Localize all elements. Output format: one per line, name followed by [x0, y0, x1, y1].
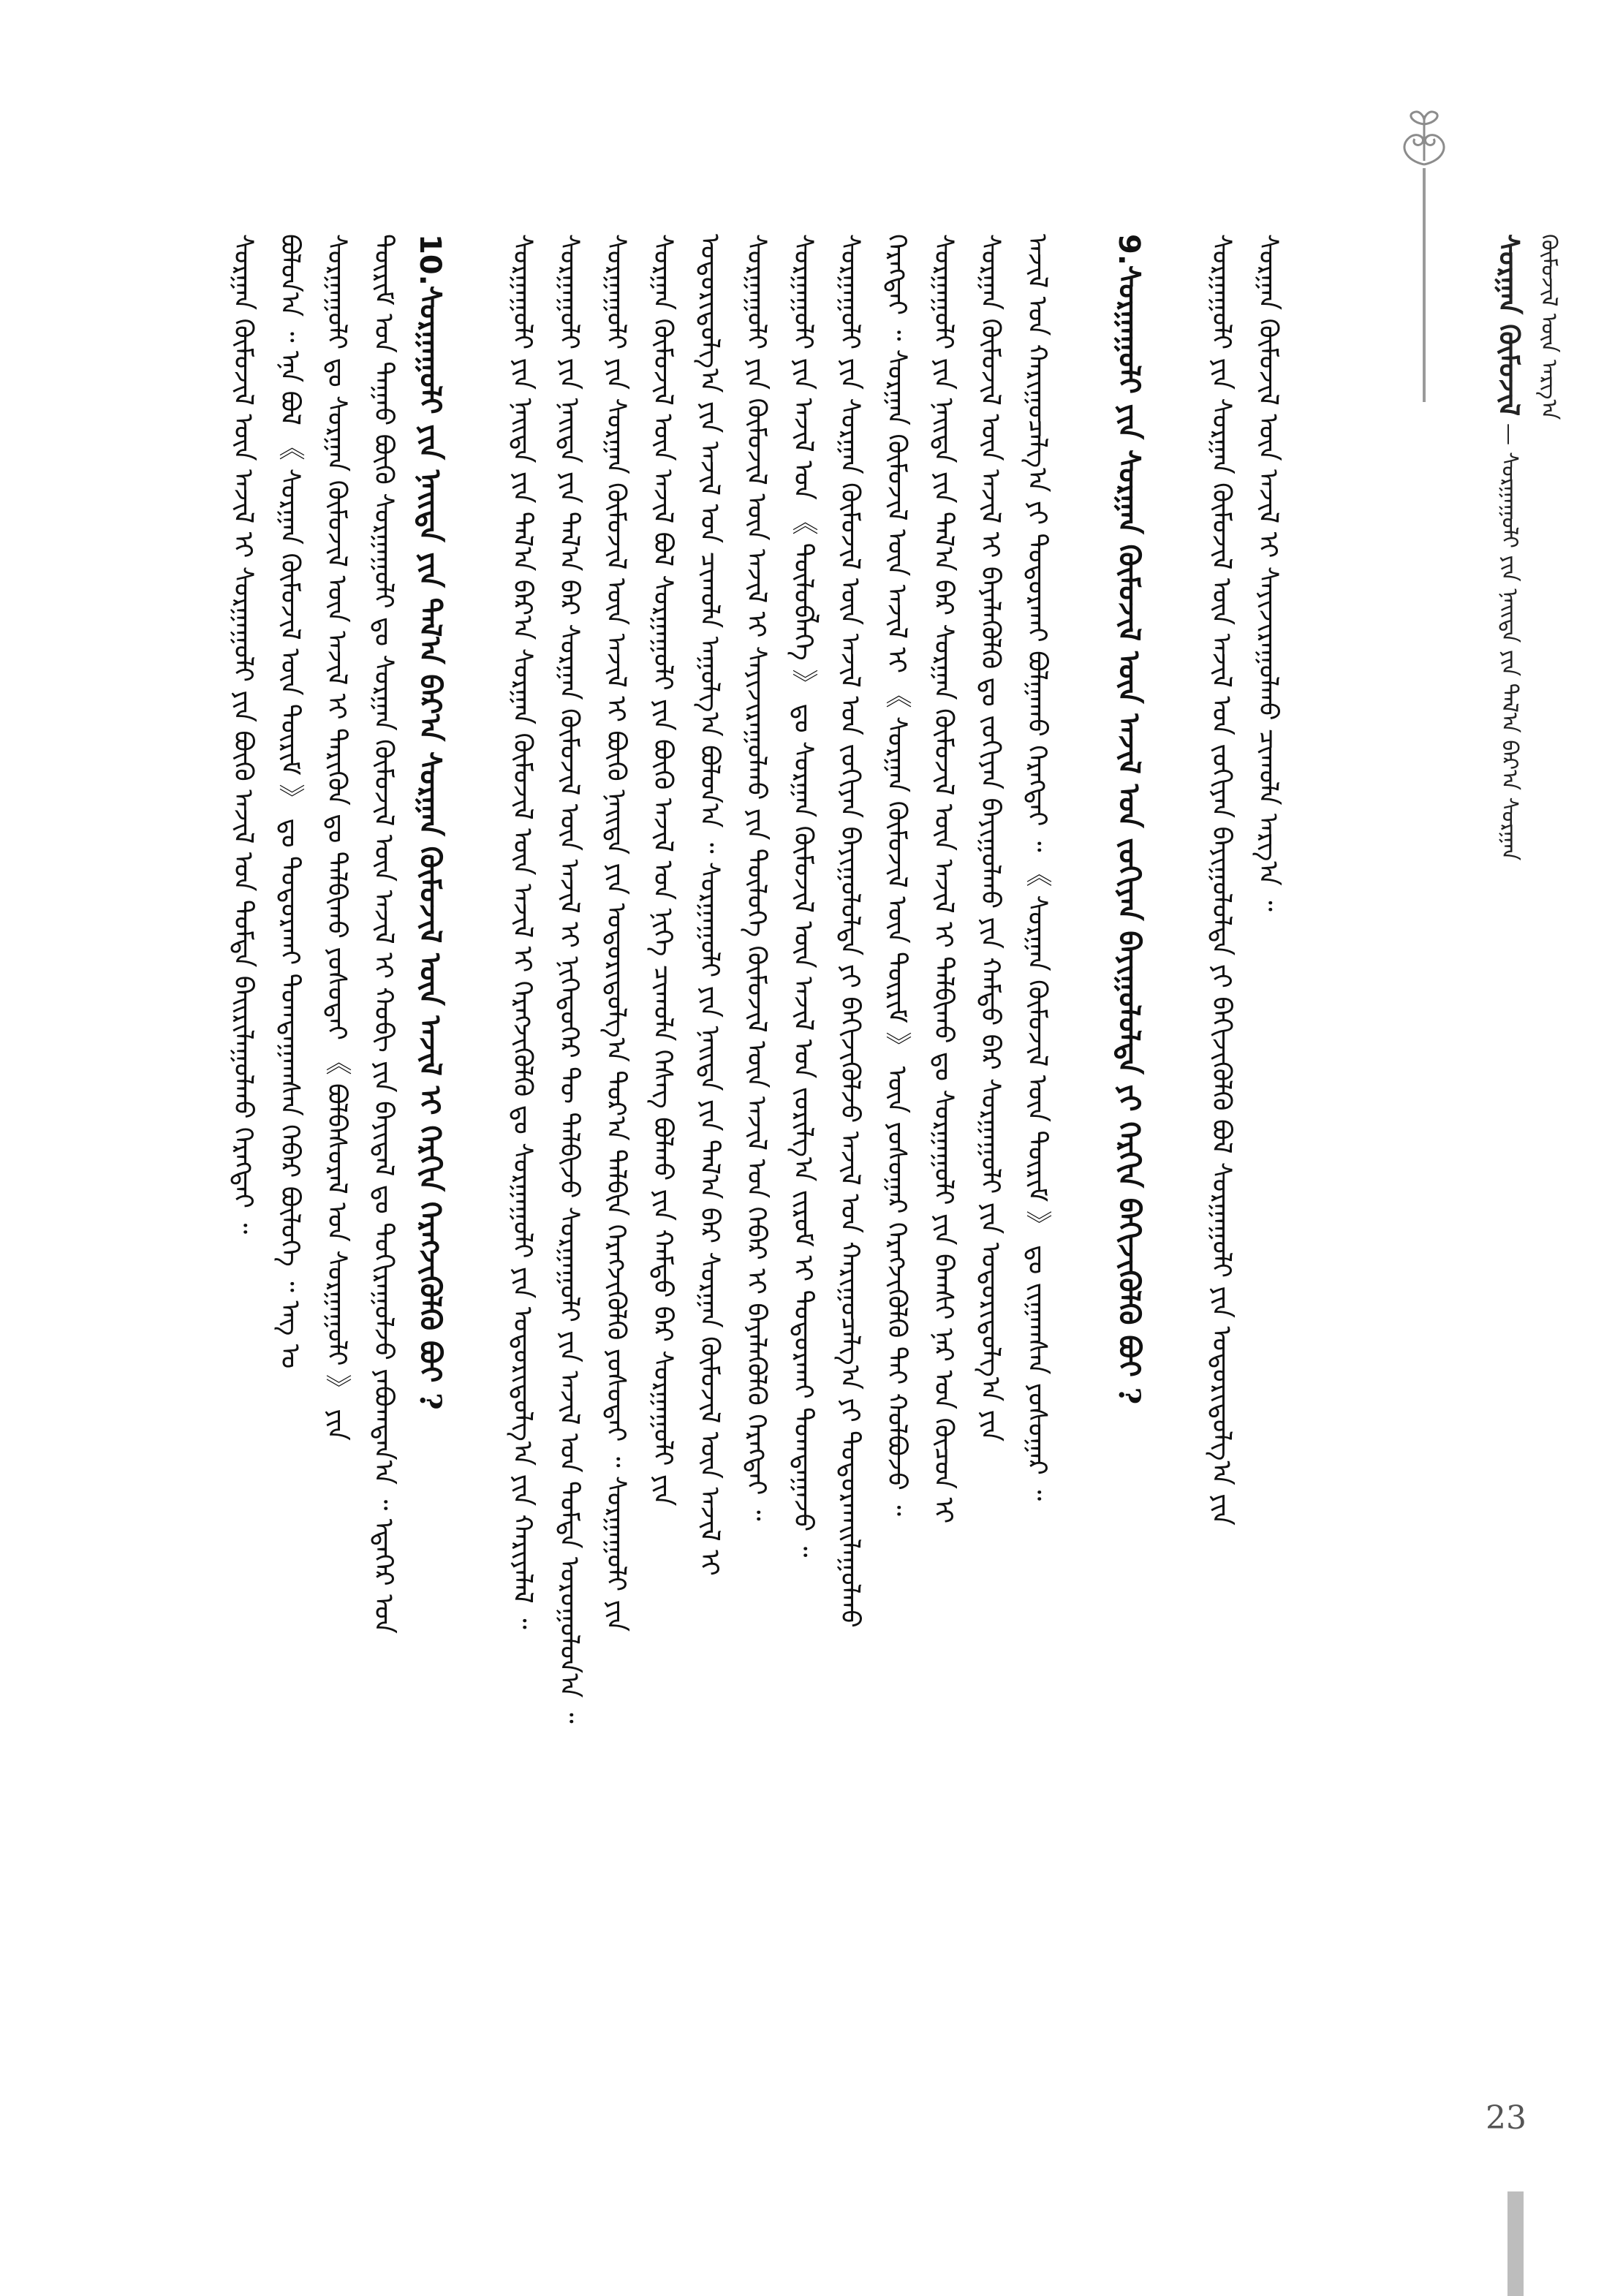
text-column [266, 234, 313, 2032]
text-column [1013, 234, 1060, 2032]
column-text: ᠰᠤᠷᠭᠠᠭᠤᠯᠢ ᠶᠢᠨ ᠠᠵᠢᠯ ᠤᠨ 《 ᠲᠥᠯᠥᠪᠯᠡᠭᠡ 》 ᠳᠤ ᠰᠤᠷᠭᠠᠨ ᠬᠦᠮᠦᠵᠢᠯ ᠦᠨ ᠠᠵᠢᠯ ᠤᠨ ᠵᠣᠷᠢᠯᠭ᠎ᠠ ᠵᠢᠷᠤᠮ ᠢ ᠲᠣᠳᠣᠷᠬᠠᠢ ᠲᠣᠭᠲᠠᠭᠠᠵᠤ ᠃ [788, 234, 818, 1558]
text-column [499, 234, 545, 2032]
column-text: ᠰᠤᠷᠭᠠᠭᠤᠯᠢ ᠶᠢᠨ ᠰᠤᠷᠭᠠᠨ ᠬᠦᠮᠦᠵᠢᠯ ᠦᠨ ᠠᠵᠢᠯ ᠤᠨ ᠵᠣᠬᠢᠶᠠᠨ ᠪᠠᠶᠢᠭᠤᠯᠤᠯᠲᠠ ᠶᠢ ᠪᠡᠬᠢᠵᠢᠭᠦᠯᠵᠦ ᠠᠵᠢᠯ ᠤᠨ ᠬᠠᠷᠢᠭᠤᠴᠠᠯᠭ᠎ᠠ ᠶᠢ ᠲᠣᠳᠣᠷᠬᠠᠢᠯᠠᠭᠤᠯᠬᠤ [835, 234, 865, 1628]
text-column [686, 234, 733, 2032]
ornament-flourish-icon [1391, 110, 1457, 168]
text-column [873, 234, 920, 2032]
running-header-separator: — [1497, 423, 1522, 445]
column-text: ᠰᠤᠷᠭᠠᠨ ᠬᠦᠮᠦᠵᠢᠯ ᠦᠨ ᠠᠵᠢᠯ ᠢ ᠪᠡᠶᠡᠯᠡᠭᠦᠯᠬᠦ ᠳᠤ ᠵᠣᠬᠢᠶᠠᠨ ᠪᠠᠶᠢᠭᠤᠯᠬᠤ ᠶᠢᠨ ᠬᠠᠮᠲᠤ ᠪᠡᠷ ᠰᠤᠷᠭᠠᠭᠤᠯᠢ ᠶᠢᠨ ᠤᠳᠤᠷᠢᠳᠤᠯᠭ᠎ᠠ ᠶᠢᠨ [975, 234, 1005, 1442]
column-text: ᠰᠤᠷᠭᠠᠨ ᠬᠦᠮᠦᠵᠢᠯ ᠦᠨ ᠠᠵᠢᠯ ᠢ ᠰᠤᠷᠭᠠᠭᠤᠯᠢ ᠶᠢᠨ ᠪᠦᠬᠦ ᠠᠵᠢᠯ ᠤᠨ ᠳᠤᠮᠳᠠ ᠪᠠᠢᠷᠢᠯᠠᠭᠤᠯᠬᠤ ᠬᠡᠷᠡᠭᠲᠡᠢ ᠃ [228, 234, 258, 1235]
column-text: ᠪᠣᠯᠤᠨ᠎ᠠ ᠃ ᠡᠨᠡ ᠪᠣᠯ 《 ᠰᠤᠷᠭᠠᠨ ᠬᠦᠮᠦᠵᠢᠯ ᠦᠨ ᠳᠦᠷᠢᠮ 》 ᠳᠤ ᠲᠣᠳᠣᠷᠬᠠᠢ ᠲᠣᠭᠲᠠᠭᠠᠭᠰᠠᠨ ᠬᠡᠪᠡᠷ ᠪᠦᠯᠦᠭᠡ ᠃ ᠡᠩ ᠤ [275, 234, 305, 1369]
column-text: ᠳᠦᠷᠢᠮ ᠤᠨ ᠳᠠᠭᠠᠤ ᠪᠦᠬᠦ ᠰᠤᠷᠭᠠᠭᠤᠯᠢ ᠳᠤ ᠰᠤᠷᠭᠠᠨ ᠬᠦᠮᠦᠵᠢᠯ ᠦᠨ ᠠᠵᠢᠯ ᠢ ᠬᠤᠪᠢ ᠶᠢᠨ ᠪᠠᠶᠢᠳᠠᠯ ᠳᠤ ᠲᠣᠬᠢᠷᠠᠭᠤᠯᠵᠤ ᠶᠠᠪᠤᠭᠳᠠᠨ᠎ᠠ ᠃ ᠡᠳᠡᠭᠡᠷ ᠤᠨ [368, 234, 398, 1634]
column-text: ᠰᠤᠷᠭᠠᠭᠤᠯᠢ ᠶᠢᠨ ᠨᠡᠢᠲᠡ ᠶᠢᠨ ᠲᠠᠯ᠎ᠠ ᠪᠠᠷ ᠰᠤᠷᠭᠠᠨ ᠬᠦᠮᠦᠵᠢᠯ ᠦᠨ ᠠᠵᠢᠯ ᠢ ᠲᠠᠯᠪᠢᠬᠤ ᠳᠤ ᠰᠤᠷᠭᠠᠭᠤᠯᠢ ᠶᠢᠨ ᠪᠠᠭᠰᠢ ᠨᠠᠷ ᠤᠨ ᠬᠦᠴᠦᠨ ᠢ [928, 234, 958, 1524]
text-column [1198, 234, 1244, 2032]
column-text: ᠰᠤᠷᠭᠠᠭᠤᠯᠢ ᠶᠢᠨ ᠬᠦᠮᠦᠵᠢᠯ ᠦᠨ ᠠᠵᠢᠯ ᠢ ᠰᠠᠶᠢᠵᠢᠷᠠᠭᠤᠯᠬᠤ ᠶᠢᠨ ᠲᠥᠯᠥᠭᠡ ᠬᠦᠮᠦᠵᠢᠯ ᠦᠨ ᠠᠵᠢᠯ ᠤᠨ ᠬᠡᠪᠡᠷ ᠢ ᠪᠡᠶᠡᠯᠡᠭᠦᠯᠬᠦ ᠬᠡᠷᠡᠭᠲᠡᠢ ᠃ [741, 234, 771, 1521]
column-text: ᠰᠤᠷᠭᠠᠨ ᠬᠦᠮᠦᠵᠢᠯ ᠦᠨ ᠠᠵᠢᠯ ᠢ ᠰᠠᠶᠢᠵᠢᠷᠠᠭᠤᠯᠬᠤ ᠴᠢᠬᠤᠯᠠ ᠠᠷᠭ᠎ᠠ ᠃ [1253, 234, 1283, 912]
text-column [360, 234, 406, 2032]
text-column [592, 234, 639, 2032]
text-column [920, 234, 966, 2032]
column-text: ᠬᠡᠷᠡᠭᠲᠡᠢ ᠃ ᠰᠤᠷᠭᠠᠨ ᠬᠦᠮᠦᠵᠢᠯ ᠦᠨ ᠠᠵᠢᠯ ᠢ 《 ᠰᠤᠷᠭᠠᠨ ᠬᠦᠮᠦᠵᠢᠯ ᠦᠨ ᠳᠦᠷᠢᠮ 》 ᠦᠨ ᠶᠣᠰᠣᠭᠠᠷ ᠬᠡᠷᠡᠭᠵᠢᠭᠦᠯᠬᠦ ᠲᠠᠢ ᠬᠣᠯᠪᠣᠵᠤ ᠃ [882, 234, 912, 1516]
page-number: 23 [1486, 2099, 1526, 2137]
column-text: ᠰᠤᠷᠭᠠᠭᠤᠯᠢ ᠶᠢᠨ ᠰᠤᠷᠭᠠᠨ ᠬᠦᠮᠦᠵᠢᠯ ᠦᠨ ᠠᠵᠢᠯ ᠤᠨ ᠵᠣᠬᠢᠶᠠᠨ ᠪᠠᠶᠢᠭᠤᠯᠤᠯᠲᠠ ᠶᠢ ᠬᠡᠷᠬᠢᠨ ᠪᠡᠬᠢᠵᠢᠭᠦᠯᠬᠦ ᠪᠤᠢ ? [1112, 265, 1146, 1405]
question-number: 10. [413, 234, 447, 286]
question-heading [1105, 234, 1152, 2032]
body-text [219, 234, 1448, 2032]
column-text: ᠰᠤᠷᠭᠠᠭᠤᠯᠢ ᠳᠤ ᠰᠤᠷᠭᠠᠨ ᠬᠦᠮᠦᠵᠢᠯ ᠦᠨ ᠠᠵᠢᠯ ᠢ ᠲᠡᠷᠢᠭᠦᠨ ᠳᠤ ᠲᠠᠯᠪᠢᠬᠤ ᠶᠣᠰᠣᠲᠠᠢ 《 ᠪᠣᠯᠪᠠᠰᠤᠷᠠᠯ ᠤᠨ ᠰᠤᠷᠭᠠᠭᠤᠯᠢ 》 ᠶᠢᠨ [322, 234, 352, 1441]
column-text: ᠰᠤᠷᠭᠠᠭᠤᠯᠢ ᠶᠢᠨ ᠨᠡᠢᠲᠡ ᠶᠢᠨ ᠲᠠᠯ᠎ᠠ ᠪᠠᠷ ᠰᠤᠷᠭᠠᠨ ᠬᠦᠮᠦᠵᠢᠯ ᠦᠨ ᠠᠵᠢᠯ ᠢ ᠨᠢᠭᠡᠳᠦᠭᠡᠷ ᠲᠦ ᠲᠠᠯᠪᠢᠵᠤ ᠰᠤᠷᠭᠠᠭᠤᠯᠢ ᠶᠢᠨ ᠠᠵᠢᠯ ᠤᠨ ᠳᠤᠮᠳᠠ ᠣᠷᠣᠭᠤᠯᠤᠨ᠎ᠠ ᠃ [554, 234, 584, 1724]
column-text: ᠠᠵᠢᠯ ᠤᠨ ᠬᠠᠷᠢᠭᠤᠴᠠᠯᠭ᠎ᠠ ᠶᠢ ᠲᠣᠳᠣᠷᠬᠠᠢ ᠪᠣᠯᠭᠠᠬᠤ ᠬᠡᠷᠡᠭᠲᠡᠢ ᠃ 《 ᠰᠤᠷᠭᠠᠨ ᠬᠦᠮᠦᠵᠢᠯ ᠦᠨ ᠳᠦᠷᠢᠮ 》 ᠳᠤ ᠵᠢᠭᠠᠭᠰᠠᠨ ᠶᠣᠰᠣᠭᠠᠷ ᠃ [1022, 234, 1052, 1501]
running-header-text: ᠰᠤᠷᠭᠠᠭᠤᠯᠢ ᠶᠢᠨ ᠨᠡᠢᠲᠡ ᠶᠢᠨ ᠲᠠᠯ᠎ᠠ ᠪᠠᠷ᠎ᠠ ᠰᠤᠷᠭᠠᠨ ᠬᠦᠮᠦᠵᠢᠯ ᠦᠨ ᠠᠷᠭ᠎ᠠ [1497, 234, 1562, 861]
column-text: ᠰᠤᠷᠭᠠᠭᠤᠯᠢ ᠶᠢᠨ ᠨᠡᠢᠲᠡ ᠶᠢᠨ ᠲᠠᠯ᠎ᠠ ᠪᠠᠷ᠎ᠠ ᠰᠤᠷᠭᠠᠨ ᠬᠦᠮᠦᠵᠢᠯ ᠦᠨ ᠠᠵᠢᠯ ᠢ ᠬᠡᠷᠡᠭᠵᠢᠭᠦᠯᠬᠦ ᠳᠤ ᠰᠤᠷᠭᠠᠭᠤᠯᠢ ᠶᠢᠨ ᠤᠳᠤᠷᠢᠳᠤᠯᠭ᠎ᠠ ᠶᠢᠨ ᠬᠠᠷᠢᠶᠠᠯᠠᠯ ᠃ [507, 234, 537, 1629]
text-column [966, 234, 1013, 2032]
question-number: 9. [1112, 234, 1146, 266]
page-edge-tab [1507, 2191, 1524, 2296]
column-text: ᠤᠳᠤᠷᠢᠳᠤᠯᠭ᠎ᠠ ᠶᠢᠨ ᠠᠵᠢᠯ ᠤᠨ ᠴᠢᠬᠤᠯᠠ ᠠᠭᠤᠯᠭ᠎ᠠ ᠪᠣᠯᠤᠨ᠎ᠠ ᠃ ᠰᠤᠷᠭᠠᠭᠤᠯᠢ ᠶᠢᠨ ᠨᠡᠢᠲᠡ ᠶᠢᠨ ᠲᠠᠯ᠎ᠠ ᠪᠠᠷ ᠰᠤᠷᠭᠠᠨ ᠬᠦᠮᠦᠵᠢᠯ ᠦᠨ ᠠᠵᠢᠯ ᠢ [695, 234, 725, 1576]
column-text: ᠰᠤᠷᠭᠠᠭᠤᠯᠢ ᠶᠢᠨ ᠰᠤᠷᠭᠠᠨ ᠬᠦᠮᠦᠵᠢᠯ ᠦᠨ ᠠᠵᠢᠯ ᠤᠨ ᠵᠣᠬᠢᠶᠠᠨ ᠪᠠᠶᠢᠭᠤᠯᠤᠯᠲᠠ ᠶᠢ ᠪᠡᠬᠢᠵᠢᠭᠦᠯᠬᠦ ᠪᠣᠯ ᠰᠤᠷᠭᠠᠭᠤᠯᠢ ᠶᠢᠨ ᠤᠳᠤᠷᠢᠳᠤᠯᠭ᠎ᠠ ᠶᠢᠨ [1206, 234, 1236, 1526]
running-header [1484, 234, 1563, 892]
running-header-title: ᠰᠤᠷᠭᠠᠨ ᠬᠦᠮᠦᠵᠢᠯ [1493, 234, 1526, 417]
text-column [313, 234, 360, 2032]
question-heading [406, 234, 453, 2032]
text-column [639, 234, 686, 2032]
text-column [545, 234, 592, 2032]
column-text: ᠰᠤᠷᠭᠠᠭᠤᠯᠢ ᠶᠢᠨ ᠰᠤᠷᠭᠠᠨ ᠬᠦᠮᠦᠵᠢᠯ ᠦᠨ ᠠᠵᠢᠯ ᠢ ᠪᠦᠬᠦ ᠨᠡᠢᠲᠡ ᠶᠢᠨ ᠤᠳᠤᠷᠢᠳᠤᠯᠭ᠎ᠠ ᠳᠤᠷ᠎ᠠ ᠲᠠᠯᠪᠢᠨ ᠬᠡᠷᠡᠭᠵᠢᠭᠦᠯᠬᠦ ᠶᠣᠰᠣᠲᠠᠢ ᠃ ᠰᠤᠷᠭᠠᠭᠤᠯᠢ ᠶᠢᠨ [601, 234, 631, 1632]
column-text: ᠰᠤᠷᠭᠠᠨ ᠬᠦᠮᠦᠵᠢᠯ ᠦᠨ ᠠᠵᠢᠯ ᠪᠣᠯ ᠰᠤᠷᠭᠠᠭᠤᠯᠢ ᠶᠢᠨ ᠪᠦᠬᠦ ᠠᠵᠢᠯ ᠤᠨ ᠨᠢᠭᠡ ᠴᠢᠬᠤᠯᠠ ᠬᠡᠰᠡᠭ ᠪᠣᠯᠬᠤ ᠶᠢᠨ ᠬᠠᠮᠲᠤ ᠪᠡᠷ ᠰᠤᠷᠭᠠᠭᠤᠯᠢ ᠶᠢᠨ [648, 234, 678, 1507]
text-column [1244, 234, 1291, 2032]
text-column [219, 234, 266, 2032]
text-column [826, 234, 873, 2032]
column-text: ᠰᠤᠷᠭᠠᠭᠤᠯᠢ ᠶᠢᠨ ᠨᠡᠢᠲᠡ ᠶᠢᠨ ᠲᠠᠯ᠎ᠠ ᠪᠠᠷ᠎ᠠ ᠰᠤᠷᠭᠠᠨ ᠬᠦᠮᠦᠵᠢᠯ ᠦᠨ ᠠᠵᠢᠯ ᠢ ᠬᠡᠷᠬᠢᠨ ᠬᠡᠷᠡᠭᠵᠢᠭᠦᠯᠬᠦ ᠪᠤᠢ ? [413, 285, 447, 1410]
text-column [779, 234, 826, 2032]
text-column [733, 234, 779, 2032]
